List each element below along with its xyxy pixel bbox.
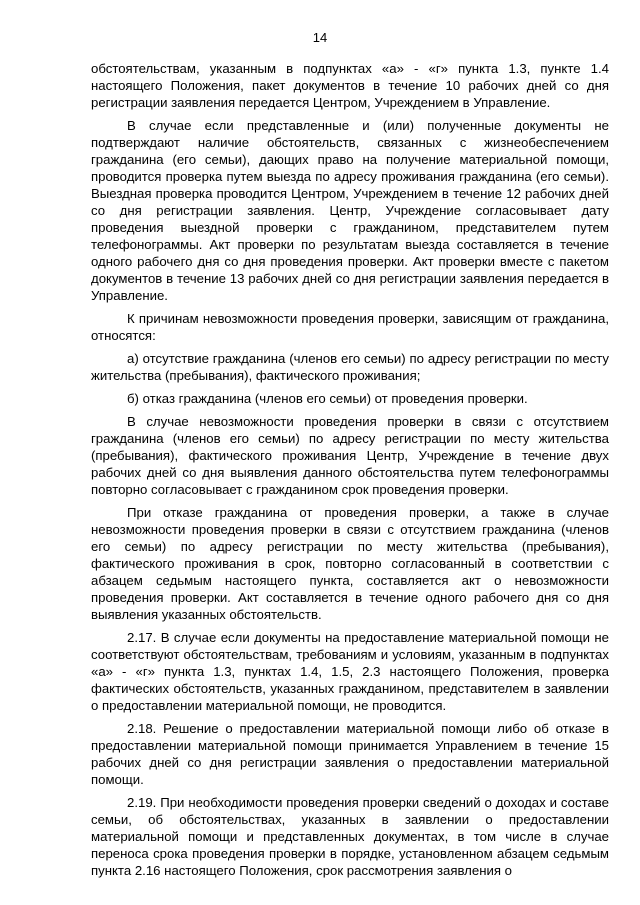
page-number: 14 xyxy=(312,30,328,45)
paragraph: В случае если представленные и (или) полученные документы не подтверждают наличие обстоятельств, связанных с жизнеобеспечением гражданина (его семьи), дающих право на получение материальной помощи, проводится проверка путем выезда по адресу проживания гражданина (его семьи). Выездная проверка проводится Центром, Учреждением в течение 12 рабочих дней со дня регистрации заявления. Центр, Учреждение согласовывает дату проведения выездной проверки с гражданином, представителем путем телефонограммы. Акт проверки по результатам выезда составляется в течение одного рабочего дня со дня проведения проверки. Акт проверки вместе с пакетом документов в течение 13 рабочих дней со дня регистрации заявления передается в Управление. xyxy=(91,118,609,303)
document-body xyxy=(91,60,609,885)
paragraph: обстоятельствам, указанным в подпунктах «а» - «г» пункта 1.3, пункте 1.4 настоящего Положения, пакет документов в течение 10 рабочих дней со дня регистрации заявления передается Центром, Учреждением в Управление. xyxy=(91,61,609,110)
clause-2-17: 2.17. В случае если документы на предоставление материальной помощи не соответствуют обстоятельствам, требованиям и условиям, указанным в подпунктах «а» - «г» пункта 1.3, пунктах 1.4, 1.5, 2.3 настоящего Положения, проверка фактических обстоятельств, указанных гражданином, представителем в заявлении о предоставлении материальной помощи, не проводится. xyxy=(91,630,609,713)
paragraph: К причинам невозможности проведения проверки, зависящим от гражданина, относятся: xyxy=(91,311,609,343)
clause-2-18: 2.18. Решение о предоставлении материальной помощи либо об отказе в предоставлении материальной помощи принимается Управлением в течение 15 рабочих дней со дня регистрации заявления о предоставлении материальной помощи. xyxy=(91,721,609,787)
paragraph: В случае невозможности проведения проверки в связи с отсутствием гражданина (членов его семьи) по адресу регистрации по месту жительства (пребывания), фактического проживания Центр, Учреждение в течение двух рабочих дней со дня выявления данного обстоятельства путем телефонограммы повторно согласовывает с гражданином срок проведения проверки. xyxy=(91,414,609,497)
list-item: б) отказ гражданина (членов его семьи) от проведения проверки. xyxy=(127,391,528,406)
clause-2-19: 2.19. При необходимости проведения проверки сведений о доходах и составе семьи, об обстоятельствах, указанных в заявлении о предоставлении материальной помощи и представленных документах, в том числе в случае переноса срока проведения проверки в порядке, установленном абзацем седьмым пункта 2.16 настоящего Положения, срок рассмотрения заявления о xyxy=(91,795,609,878)
paragraph: При отказе гражданина от проведения проверки, а также в случае невозможности проведения проверки в связи с отсутствием гражданина (членов его семьи) по адресу регистрации по месту жительства (пребывания), фактического проживания в срок, повторно согласованный в соответствии с абзацем седьмым настоящего пункта, составляется акт о невозможности проведения проверки. Акт составляется в течение одного рабочего дня со дня выявления указанных обстоятельств. xyxy=(91,505,609,622)
list-item: а) отсутствие гражданина (членов его семьи) по адресу регистрации по месту жительства (пребывания), фактического проживания; xyxy=(91,351,609,383)
